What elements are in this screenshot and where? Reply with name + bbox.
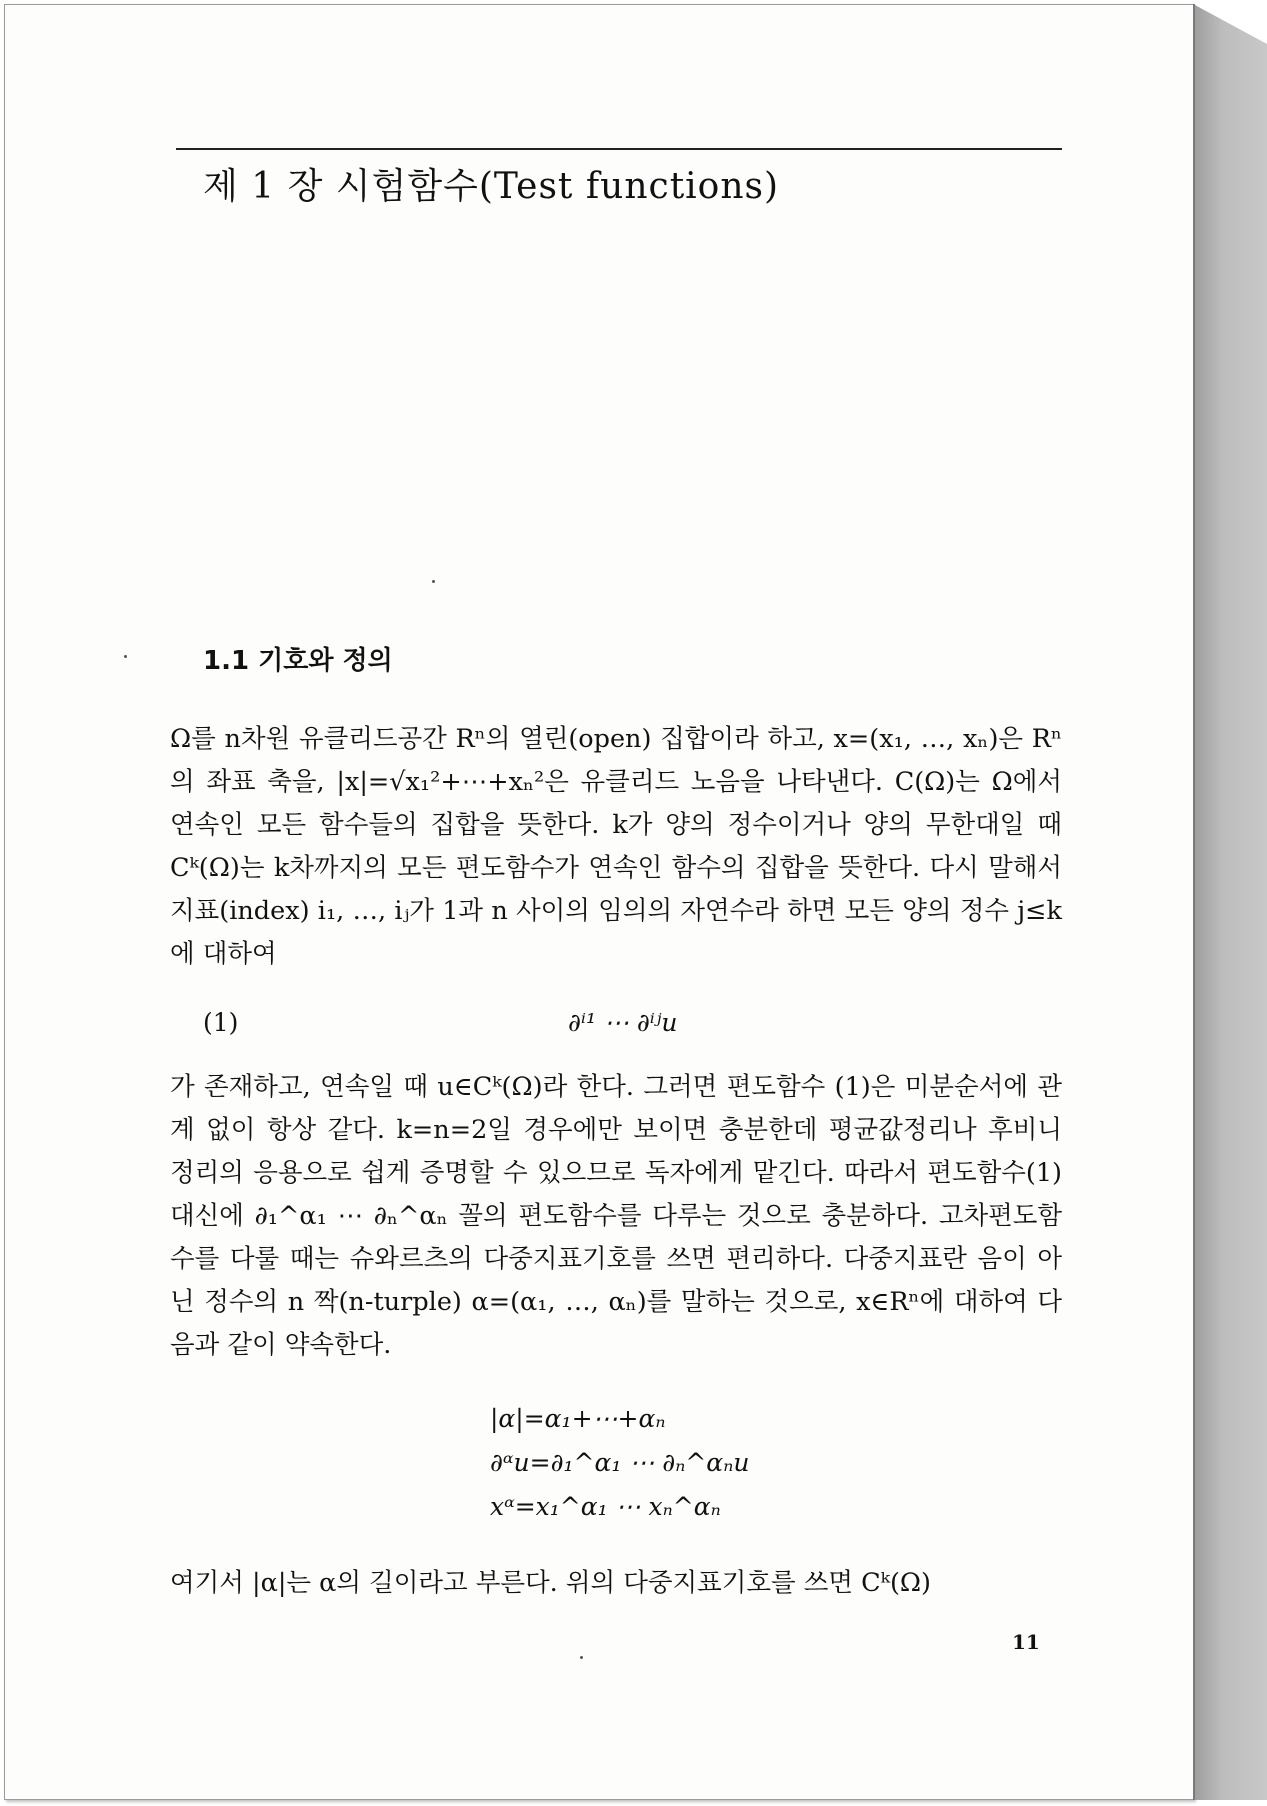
scan-speck [124, 655, 127, 658]
chapter-rule [176, 148, 1062, 150]
section-heading: 1.1 기호와 정의 [203, 646, 393, 676]
equation-body: ∂ⁱ¹ ⋯ ∂ⁱʲu [568, 1008, 678, 1037]
spine-edge [1193, 4, 1195, 1800]
paragraph-3: 여기서 |α|는 α의 길이라고 부른다. 위의 다중지표기호를 쓰면 Cᵏ(Ω) [170, 1568, 931, 1598]
chapter-title: 제 1 장 시험함수(Test functions) [203, 166, 780, 207]
scan-speck [580, 1656, 583, 1659]
display-equation-3: xᵅ=x₁^α₁ ⋯ xₙ^αₙ [490, 1492, 721, 1521]
book-spine [1193, 4, 1267, 1800]
scan-speck [432, 580, 435, 583]
paragraph-1: Ω를 n차원 유클리드공간 Rⁿ의 열린(open) 집합이라 하고, x=(x₁, …, xₙ)은 Rⁿ의 좌표 축을, |x|=√x₁²+⋯+xₙ²은 유클리드 노음을 나타낸다. C(Ω)는 Ω에서 연속인 모든 함수들의 집합을 뜻한다. k가 양의 정수이거나 양의 무한대일 때 Cᵏ(Ω)는 k차까지의 모든 편도함수가 연속인 함수의 집합을 뜻한다. 다시 말해서 지표(index) i₁, …, iⱼ가 1과 n 사이의 임의의 자연수라 하면 모든 양의 정수 j≤k에 대하여 [170, 724, 1063, 969]
equation-number: (1) [203, 1008, 239, 1037]
page-number: 11 [1012, 1630, 1040, 1654]
display-equation-1: |α|=α₁+⋯+αₙ [490, 1404, 666, 1433]
paragraph-2: 가 존재하고, 연속일 때 u∈Cᵏ(Ω)라 한다. 그러면 편도함수 (1)은 미분순서에 관계 없이 항상 같다. k=n=2일 경우에만 보이면 충분한데 평균값정리나 후비니 정리의 응용으로 쉽게 증명할 수 있으므로 독자에게 맡긴다. 따라서 편도함수(1) 대신에 ∂₁^α₁ ⋯ ∂ₙ^αₙ 꼴의 편도함수를 다루는 것으로 충분하다. 고차편도함수를 다룰 때는 슈와르츠의 다중지표기호를 쓰면 편리하다. 다중지표란 음이 아닌 정수의 n 짝(n-turple) α=(α₁, …, αₙ)를 말하는 것으로, x∈Rⁿ에 대하여 다음과 같이 약속한다. [170, 1072, 1062, 1360]
display-equation-2: ∂ᵅu=∂₁^α₁ ⋯ ∂ₙ^αₙu [490, 1448, 750, 1477]
